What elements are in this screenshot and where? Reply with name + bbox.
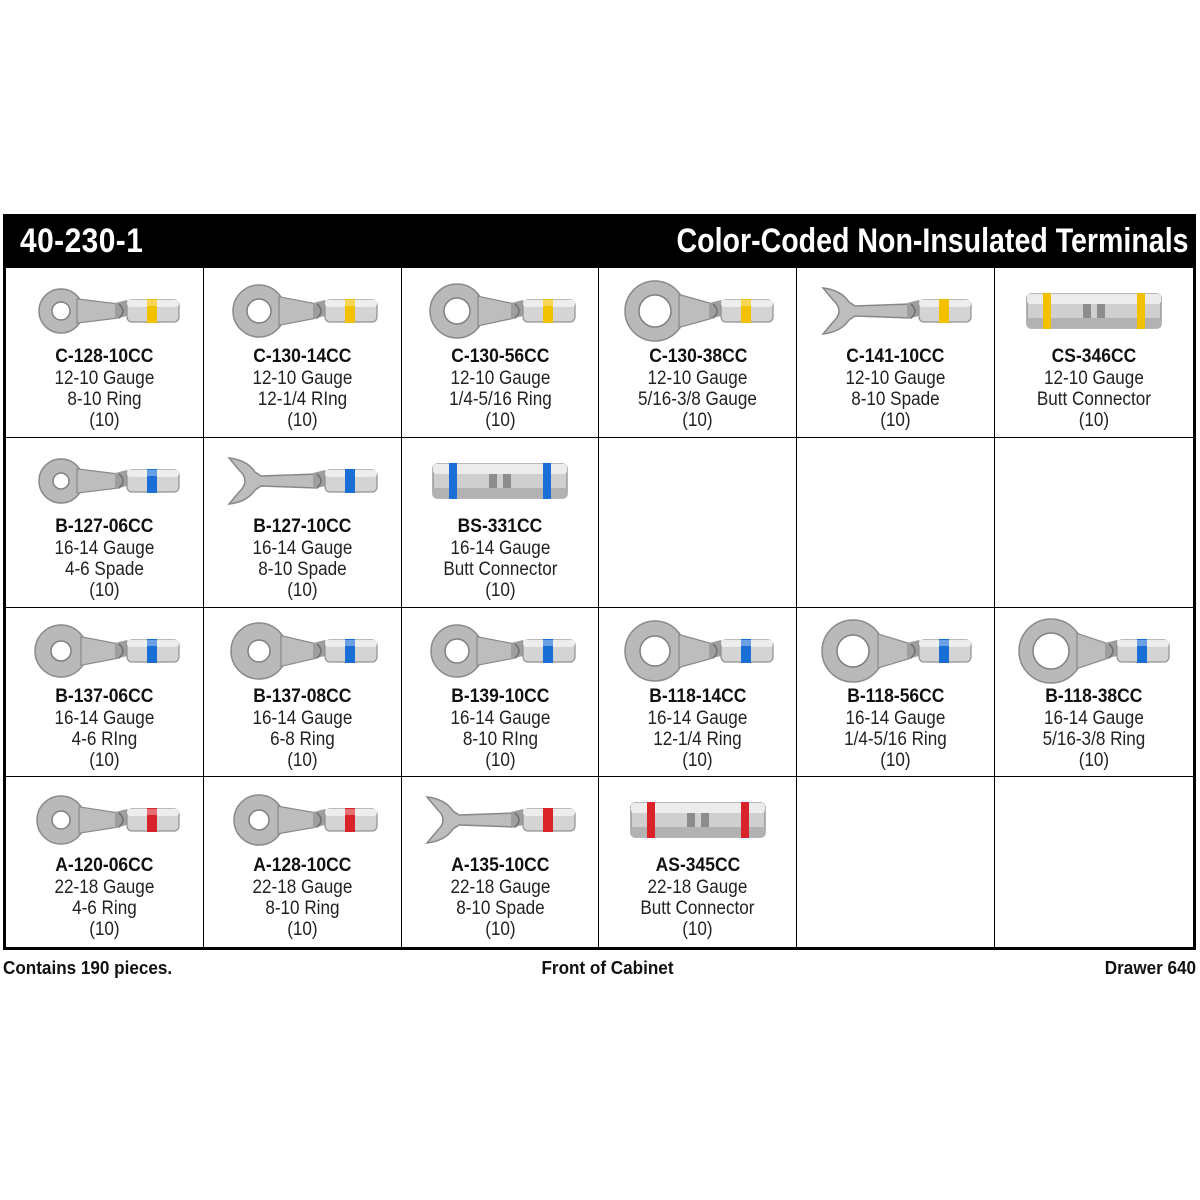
terminal-cell	[204, 608, 402, 778]
terminal-cell	[402, 777, 600, 947]
part-number: A-120-06CC	[55, 855, 154, 877]
gauge-label: 12-10 Gauge	[845, 368, 946, 389]
terminal-cell	[204, 438, 402, 608]
part-number: BS-331CC	[457, 515, 543, 537]
terminal-text	[6, 346, 203, 431]
part-number: C-141-10CC	[846, 346, 945, 367]
part-number: B-118-56CC	[847, 685, 945, 707]
terminal-text	[204, 516, 401, 601]
terminal-cell	[599, 268, 797, 438]
part-number: A-135-10CC	[451, 855, 550, 877]
gauge-label: 16-14 Gauge	[450, 707, 550, 729]
spade-terminal-icon	[204, 438, 401, 526]
terminal-grid	[6, 268, 1193, 947]
ring-terminal-icon	[6, 268, 203, 356]
size-label: 6-8 Ring	[269, 728, 335, 750]
gauge-label: 16-14 Gauge	[252, 537, 353, 559]
terminal-text	[599, 346, 796, 431]
cabinet-location: Front of Cabinet	[541, 958, 674, 978]
size-label: Butt Connector	[443, 558, 558, 580]
quantity-label: (10)	[682, 410, 714, 431]
terminal-text	[995, 686, 1193, 771]
quantity-label: (10)	[484, 749, 516, 771]
part-number: B-139-10CC	[451, 685, 550, 707]
terminal-text	[6, 686, 203, 771]
spade-terminal-icon	[797, 268, 994, 356]
part-number: A-128-10CC	[253, 855, 352, 877]
terminal-text	[204, 346, 401, 431]
ring-terminal-icon	[402, 268, 599, 356]
gauge-label: 22-18 Gauge	[54, 877, 155, 899]
empty-cell	[995, 438, 1193, 608]
quantity-label: (10)	[484, 410, 516, 431]
quantity-label: (10)	[287, 579, 318, 601]
quantity-label: (10)	[880, 410, 911, 431]
gauge-label: 16-14 Gauge	[845, 707, 946, 729]
part-number: B-137-08CC	[253, 685, 352, 707]
drawer-number: Drawer 640	[1104, 958, 1196, 978]
size-label: 8-10 Spade	[455, 898, 545, 920]
size-label: 5/16-3/8 Ring	[1042, 728, 1146, 750]
product-card	[3, 214, 1196, 950]
quantity-label: (10)	[89, 579, 120, 601]
gauge-label: 22-18 Gauge	[252, 877, 353, 899]
quantity-label: (10)	[880, 749, 911, 771]
size-label: 8-10 Spade	[851, 389, 940, 410]
part-number: B-127-06CC	[55, 515, 154, 537]
part-number: B-127-10CC	[253, 515, 352, 537]
quantity-label: (10)	[89, 749, 120, 771]
terminal-cell	[6, 438, 204, 608]
quantity-label: (10)	[89, 919, 120, 941]
gauge-label: 12-10 Gauge	[647, 368, 748, 389]
kit-title: Color-Coded Non-Insulated Terminals	[677, 222, 1189, 260]
part-number: C-130-14CC	[253, 346, 352, 367]
quantity-label: (10)	[484, 579, 516, 601]
terminal-cell	[204, 268, 402, 438]
quantity-label: (10)	[89, 410, 120, 431]
terminal-cell	[402, 268, 600, 438]
terminal-text	[797, 686, 994, 771]
terminal-text	[402, 346, 599, 431]
terminal-cell	[797, 608, 995, 778]
gauge-label: 16-14 Gauge	[1044, 707, 1144, 729]
size-label: 4-6 RIng	[71, 728, 138, 750]
quantity-label: (10)	[1078, 410, 1110, 431]
terminal-text	[204, 855, 401, 940]
size-label: 8-10 Ring	[265, 898, 340, 920]
size-label: 12-1/4 RIng	[257, 389, 347, 410]
butt-connector-icon	[599, 777, 796, 865]
size-label: 4-6 Spade	[64, 558, 144, 580]
part-number: B-118-38CC	[1045, 685, 1143, 707]
quantity-label: (10)	[287, 410, 318, 431]
terminal-text	[599, 855, 796, 940]
size-label: Butt Connector	[640, 898, 755, 920]
terminal-cell	[402, 608, 600, 778]
terminal-cell	[995, 268, 1193, 438]
ring-terminal-icon	[6, 438, 203, 526]
gauge-label: 12-10 Gauge	[252, 368, 353, 389]
terminal-cell	[599, 608, 797, 778]
empty-cell	[599, 438, 797, 608]
part-number: B-118-14CC	[649, 685, 747, 707]
empty-cell	[797, 438, 995, 608]
part-number: C-130-38CC	[648, 346, 747, 367]
size-label: 4-6 Ring	[72, 898, 137, 920]
terminal-text	[402, 855, 599, 940]
ring-terminal-icon	[204, 268, 401, 356]
gauge-label: 16-14 Gauge	[54, 707, 155, 729]
quantity-label: (10)	[287, 919, 318, 941]
footer	[3, 958, 1196, 982]
terminal-text	[204, 686, 401, 771]
terminal-text	[599, 686, 796, 771]
terminal-text	[6, 855, 203, 940]
quantity-label: (10)	[287, 749, 318, 771]
size-label: 1/4-5/16 Ring	[448, 389, 552, 410]
terminal-cell	[599, 777, 797, 947]
ring-terminal-icon	[204, 777, 401, 865]
ring-terminal-icon	[204, 608, 401, 696]
terminal-text	[995, 346, 1193, 431]
part-number: AS-345CC	[655, 855, 741, 877]
gauge-label: 16-14 Gauge	[450, 537, 550, 559]
size-label: 8-10 Spade	[258, 558, 347, 580]
ring-terminal-icon	[402, 608, 599, 696]
gauge-label: 12-10 Gauge	[450, 368, 550, 389]
ring-terminal-icon	[599, 268, 796, 356]
size-label: 1/4-5/16 Ring	[844, 728, 948, 750]
gauge-label: 16-14 Gauge	[252, 707, 353, 729]
empty-cell	[995, 777, 1193, 947]
part-number: CS-346CC	[1051, 346, 1137, 367]
quantity-label: (10)	[1078, 749, 1110, 771]
part-number: B-137-06CC	[55, 685, 154, 707]
terminal-text	[402, 686, 599, 771]
terminal-cell	[6, 268, 204, 438]
gauge-label: 12-10 Gauge	[54, 368, 155, 389]
quantity-label: (10)	[682, 919, 714, 941]
spade-terminal-icon	[402, 777, 599, 865]
gauge-label: 16-14 Gauge	[647, 707, 748, 729]
ring-terminal-icon	[797, 608, 994, 696]
piece-count: Contains 190 pieces.	[3, 958, 173, 978]
terminal-cell	[6, 777, 204, 947]
ring-terminal-icon	[599, 608, 796, 696]
size-label: 5/16-3/8 Gauge	[638, 389, 758, 410]
ring-terminal-icon	[6, 777, 203, 865]
empty-cell	[797, 777, 995, 947]
terminal-cell	[402, 438, 600, 608]
gauge-label: 22-18 Gauge	[647, 877, 748, 899]
size-label: Butt Connector	[1037, 389, 1152, 410]
butt-connector-icon	[402, 438, 599, 526]
terminal-cell	[797, 268, 995, 438]
size-label: 12-1/4 Ring	[653, 728, 743, 750]
quantity-label: (10)	[484, 919, 516, 941]
part-number: C-128-10CC	[55, 346, 154, 367]
terminal-text	[402, 516, 599, 601]
ring-terminal-icon	[6, 608, 203, 696]
size-label: 8-10 RIng	[462, 728, 538, 750]
header-bar	[6, 217, 1193, 268]
terminal-cell	[6, 608, 204, 778]
ring-terminal-icon	[995, 608, 1193, 696]
terminal-cell	[204, 777, 402, 947]
gauge-label: 16-14 Gauge	[54, 537, 155, 559]
terminal-text	[797, 346, 994, 431]
gauge-label: 12-10 Gauge	[1044, 368, 1144, 389]
butt-connector-icon	[995, 268, 1193, 356]
terminal-text	[6, 516, 203, 601]
gauge-label: 22-18 Gauge	[450, 877, 550, 899]
quantity-label: (10)	[682, 749, 714, 771]
part-number: C-130-56CC	[451, 346, 550, 367]
size-label: 8-10 Ring	[67, 389, 142, 410]
terminal-cell	[995, 608, 1193, 778]
kit-number: 40-230-1	[20, 222, 144, 260]
